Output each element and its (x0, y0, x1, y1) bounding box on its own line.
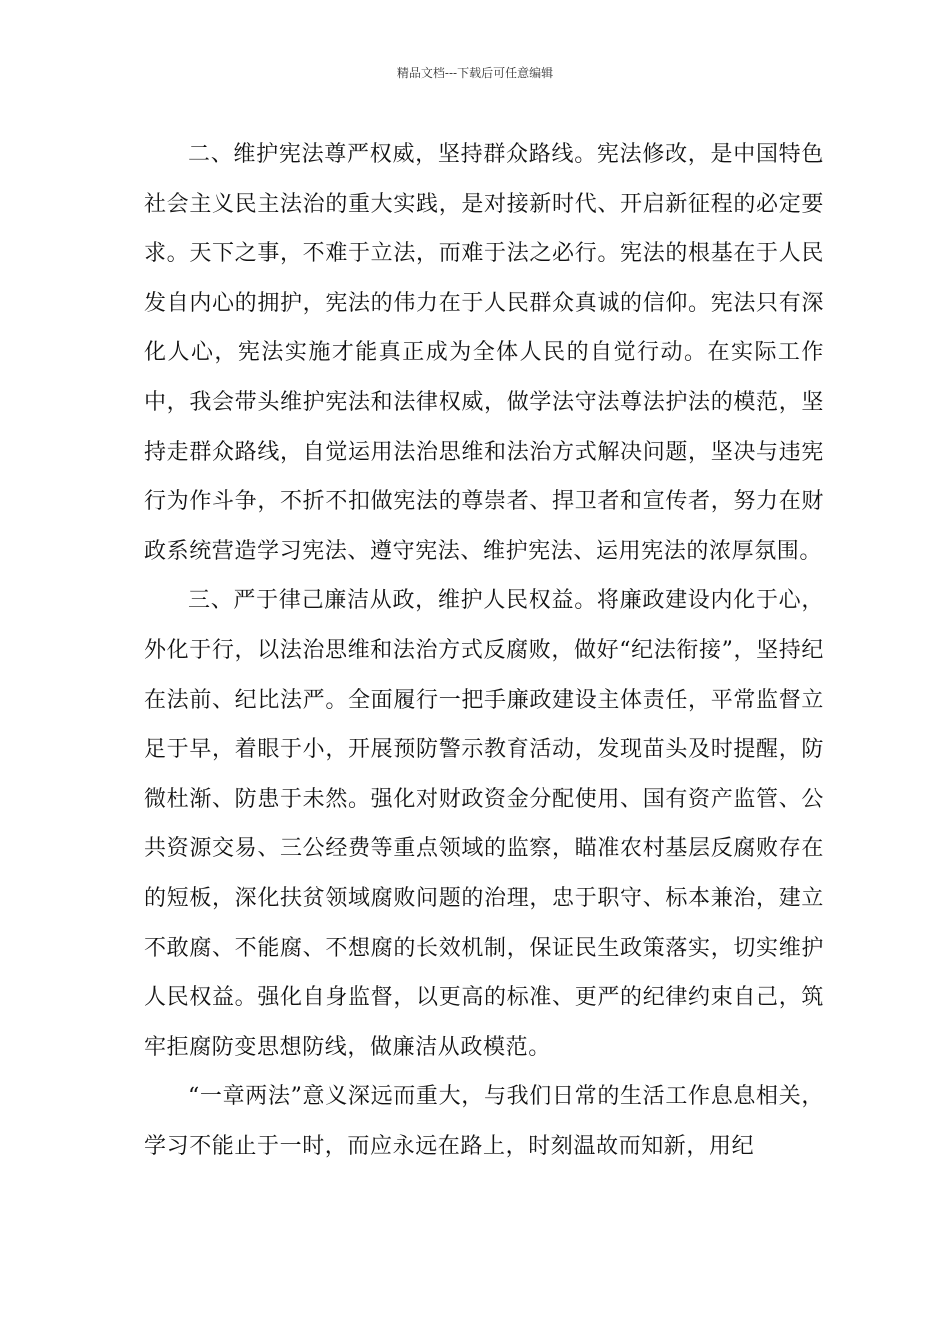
paragraph-constitution: 二、维护宪法尊严权威，坚持群众路线。宪法修改，是中国特色社会主义民主法治的重大实践，是对接新时代、开启新征程的必定要求。天下之事，不难于立法，而难于法之必行。宪法的根基在于人民发自内心的拥护，宪法的伟力在于人民群众真诚的信仰。宪法只有深化人心，宪法实施才能真正成为全体人民的自觉行动。在实际工作中，我会带头维护宪法和法律权威，做学法守法尊法护法的模范，坚持走群众路线，自觉运用法治思维和法治方式解决问题，坚决与违宪行为作斗争，不折不扣做宪法的尊崇者、捍卫者和宣传者，努力在财政系统营造学习宪法、遵守宪法、维护宪法、运用宪法的浓厚氛围。 (144, 142, 824, 564)
page-header: 精品文档---下载后可任意编辑 (396, 66, 554, 80)
paragraph-integrity: 三、严于律己廉洁从政，维护人民权益。将廉政建设内化于心，外化于行，以法治思维和法治方式反腐败，做好“纪法衔接”，坚持纪在法前、纪比法严。全面履行一把手廉政建设主体责任，平常监督立足于早，着眼于小，开展预防警示教育活动，发现苗头及时提醒，防微杜渐、防患于未然。强化对财政资金分配使用、国有资产监管、公共资源交易、三公经费等重点领域的监察，瞄准农村基层反腐败存在的短板，深化扶贫领域腐败问题的治理，忠于职守、标本兼治，建立不敢腐、不能腐、不想腐的长效机制，保证民生政策落实，切实维护人民权益。强化自身监督，以更高的标准、更严的纪律约束自己，筑牢拒腐防变思想防线，做廉洁从政模范。 (144, 588, 824, 1060)
paragraph-conclusion: “一章两法”意义深远而重大，与我们日常的生活工作息息相关，学习不能止于一时，而应永远在路上，时刻温故而知新，用纪 (144, 1084, 824, 1159)
document-body (144, 130, 824, 1171)
